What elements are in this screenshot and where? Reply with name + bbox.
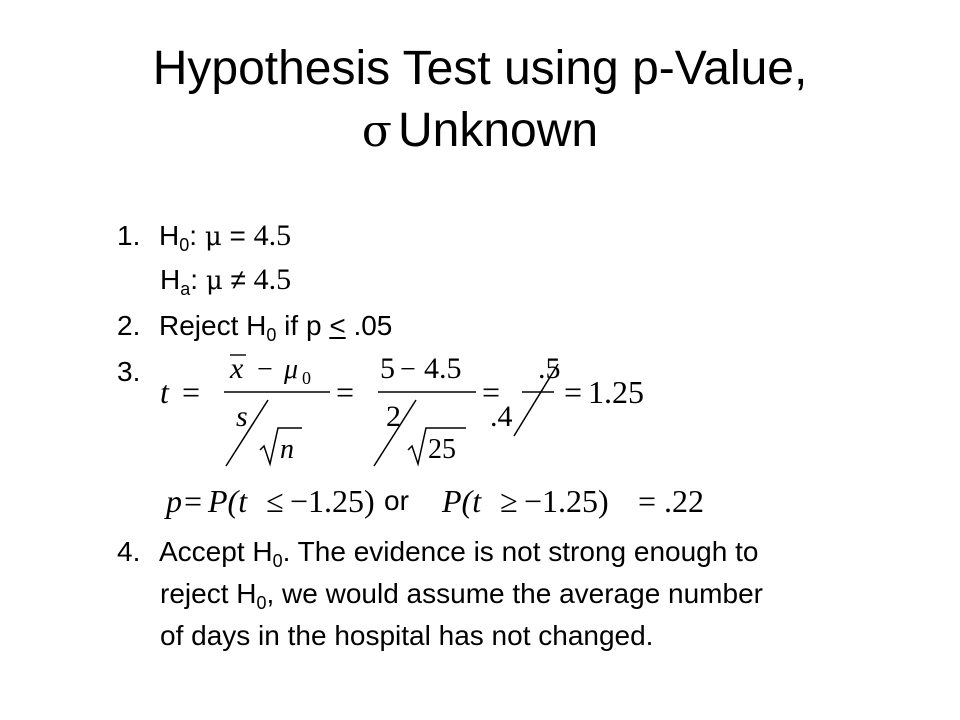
- sigma-symbol: σ: [361, 106, 392, 157]
- pvalue-p: p: [166, 483, 182, 519]
- pvalue-P2: P(t: [442, 483, 482, 519]
- less-equal-sign: <: [329, 310, 346, 341]
- h0-colon: :: [189, 220, 198, 251]
- not-equal-sign: ≠: [230, 264, 246, 295]
- pvalue-equals-2: =: [638, 483, 657, 519]
- title-unknown: Unknown: [397, 104, 599, 157]
- step-3-number: 3.: [117, 356, 141, 387]
- pvalue-value: .22: [664, 483, 704, 519]
- step-4-text-2a: reject H: [160, 578, 257, 609]
- h0-value: 4.5: [253, 219, 292, 252]
- step-2-number: 2.: [117, 310, 141, 341]
- formula-s: s: [236, 400, 248, 433]
- formula-result: 1.25: [588, 374, 644, 410]
- ha-subscript: a: [180, 279, 191, 299]
- formula-n: n: [280, 434, 294, 465]
- title-line-1: Hypothesis Test using p-Value,: [152, 42, 808, 95]
- ha-letter: H: [160, 264, 181, 295]
- step-4-text-1b: . The evidence is not strong enough to: [282, 536, 759, 567]
- formula-n2: 4.5: [424, 352, 462, 385]
- h0-subscript: 0: [179, 235, 190, 255]
- step-1-line-2: [160, 262, 291, 307]
- formula-equals-3: =: [482, 374, 501, 410]
- step-4-sub-1: 0: [272, 551, 283, 571]
- formula-xbar: x: [230, 352, 244, 385]
- step-2-subscript: 0: [266, 325, 277, 345]
- formula-n3: .5: [538, 352, 561, 385]
- formula-equals-1: =: [182, 374, 201, 410]
- slide-title: [0, 38, 960, 163]
- ha-colon: :: [190, 264, 199, 295]
- step-4-line-3: of days in the hospital has not changed.: [160, 620, 654, 651]
- pvalue-arg1: −1.25): [290, 483, 375, 519]
- pvalue-arg2: −1.25): [524, 483, 609, 519]
- pvalue-or: or: [384, 485, 409, 516]
- formula-mu: μ: [284, 354, 299, 385]
- pvalue-ge: ≥: [500, 483, 518, 519]
- step-2-text-c: .05: [345, 310, 393, 341]
- step-2-text-a: Reject H: [159, 310, 267, 341]
- slash-3: [514, 364, 558, 436]
- step-4-line-2: [160, 576, 763, 621]
- pvalue-P1: P(t: [208, 483, 248, 519]
- step-4-line-1: [117, 534, 758, 579]
- ha-value: 4.5: [253, 263, 292, 296]
- formula-minus-2: −: [400, 354, 416, 385]
- pvalue-le: ≤: [266, 483, 284, 519]
- mu-symbol: μ: [205, 266, 223, 296]
- formula-n1: 5: [380, 352, 395, 385]
- formula-minus-1: −: [257, 354, 273, 385]
- h0-letter: H: [159, 220, 180, 251]
- formula-d1: 2: [386, 400, 401, 433]
- step-2-text-b: if p: [276, 310, 330, 341]
- formula-mu-sub: 0: [302, 368, 311, 388]
- formula-d3: .4: [490, 400, 513, 433]
- formula-equals-2: =: [336, 374, 355, 410]
- step-1-line-1: [117, 218, 291, 263]
- step-3: [117, 354, 159, 390]
- pvalue-equals-1: =: [184, 483, 203, 519]
- step-4-text-1a: Accept H: [159, 536, 273, 567]
- step-4-sub-2: 0: [256, 593, 267, 613]
- title-line-2: [0, 100, 960, 163]
- formula-t: t: [160, 374, 169, 410]
- t-statistic-formula: [160, 340, 780, 530]
- step-4-number: 4.: [117, 536, 141, 567]
- step-4-text-2b: , we would assume the average number: [266, 578, 763, 609]
- equals-sign: =: [229, 220, 246, 251]
- formula-d2: 25: [428, 434, 456, 465]
- mu-symbol: μ: [204, 222, 222, 252]
- formula-equals-4: =: [564, 374, 583, 410]
- step-1-number: 1.: [117, 220, 141, 251]
